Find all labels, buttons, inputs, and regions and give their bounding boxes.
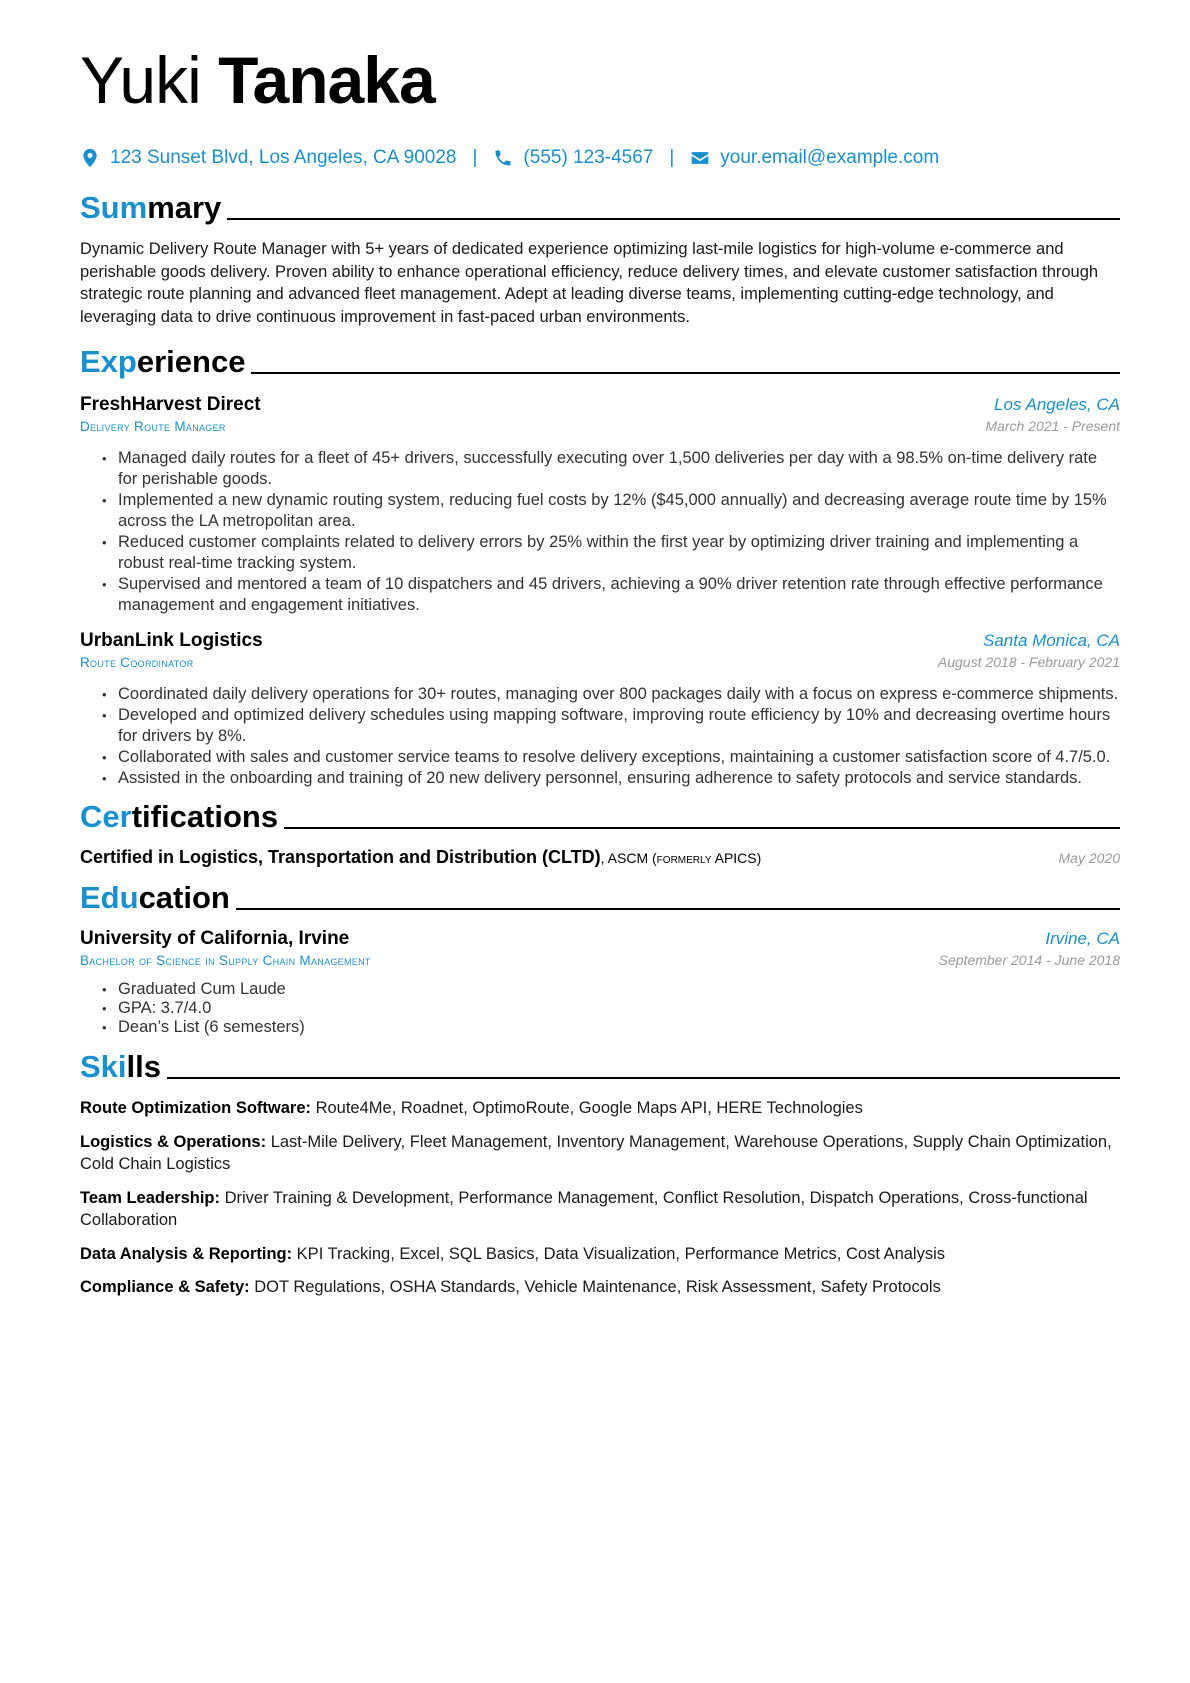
email-text: your.email@example.com [720,147,940,168]
contact-separator: | [669,147,675,168]
certifications-heading [80,795,1120,835]
company-name: FreshHarvest Direct [80,394,261,415]
skill-value: Last-Mile Delivery, Fleet Management, Inventory Management, Warehouse Operations, Supply Chain Optimization, Cold Chain Logistics [80,1132,1112,1173]
degree: Bachelor of Science in Supply Chain Management [80,953,371,968]
address-item [80,147,456,169]
certification-issuer: , ASCM (formerly APICS) [600,850,762,866]
skills-heading [80,1045,1120,1085]
skill-row [80,1131,1120,1176]
skills-heading-highlight: Ski [80,1049,127,1084]
skill-label: Route Optimization Software: [80,1099,311,1117]
summary-heading-rest: mary [147,190,222,225]
skill-label: Data Analysis & Reporting: [80,1244,293,1263]
school-name: University of California, Irvine [80,928,350,949]
job-location: Los Angeles, CA [994,395,1120,414]
experience-heading-rest: erience [136,344,246,379]
bullet-item: • Graduated Cum Laude [118,980,1120,999]
first-name: Yuki [80,43,201,117]
job-entry [80,630,1120,789]
experience-heading-highlight: Exp [80,344,137,379]
contact-separator: | [472,147,478,168]
section-rule [284,827,1120,829]
job-title: Route Coordinator [80,655,194,670]
education-entry [80,928,1120,1037]
skills-list [80,1097,1120,1299]
resume-page [80,40,1120,1310]
summary-heading-highlight: Sum [80,190,148,225]
bullet-item: • Developed and optimized delivery schedules using mapping software, improving route efficiency by 10% and decreasing overtime hours for drivers by 8%. [118,705,1120,747]
job-bullets [80,684,1120,789]
summary-text: Dynamic Delivery Route Manager with 5+ years of dedicated experience optimizing last-mile logistics for high-volume e-commerce and perishable goods delivery. Proven ability to enhance operational efficiency, reduce delivery times, and elevate customer satisfaction through strategic route planning and advanced fleet management. Adept at leading diverse teams, implementing cutting-edge technology, and leveraging data to drive continuous improvement in fast-paced urban environments. [80,240,1099,326]
bullet-item: • GPA: 3.7/4.0 [118,999,1120,1018]
school-location: Irvine, CA [1045,929,1120,948]
last-name: Tanaka [218,43,435,117]
education-heading-rest: cation [138,880,230,915]
skill-row [80,1187,1120,1232]
bullet-item: • Coordinated daily delivery operations for 30+ routes, managing over 800 packages daily with a focus on express e-commerce shipments. [118,684,1120,705]
skill-row [80,1097,1120,1120]
email-item[interactable] [690,147,939,169]
bullet-item: • Assisted in the onboarding and training of 20 new delivery personnel, ensuring adherence to safety protocols and service standards. [118,768,1120,789]
skill-label: Logistics & Operations: [80,1132,267,1151]
phone-item[interactable] [493,147,653,169]
certification-date: May 2020 [1058,850,1120,866]
job-location: Santa Monica, CA [982,631,1120,650]
envelope-icon [690,148,710,168]
section-rule [251,372,1120,374]
map-marker-icon [80,148,100,168]
education-heading-highlight: Edu [80,880,139,915]
section-rule [167,1077,1120,1079]
job-entry [80,394,1120,616]
candidate-name [80,40,1120,120]
skill-value: Driver Training & Development, Performance Management, Conflict Resolution, Dispatch Operations, Cross-functional Collaboration [80,1188,1088,1229]
address-text: 123 Sunset Blvd, Los Angeles, CA 90028 [110,147,457,168]
summary-heading [80,186,1120,226]
education-bullets [80,980,1120,1037]
certification-name: Certified in Logistics, Transportation and Distribution (CLTD) [80,847,601,867]
certification-item [80,847,1120,868]
skill-value: KPI Tracking, Excel, SQL Basics, Data Visualization, Performance Metrics, Cost Analysis [292,1244,946,1263]
job-dates: August 2018 - February 2021 [937,654,1120,670]
skill-label: Compliance & Safety: [80,1278,250,1296]
section-rule [236,908,1120,910]
certifications-heading-highlight: Cer [80,799,132,834]
certifications-heading-rest: tifications [131,799,279,834]
skill-value: DOT Regulations, OSHA Standards, Vehicle Maintenance, Risk Assessment, Safety Protocols [249,1278,941,1296]
education-dates: September 2014 - June 2018 [938,952,1120,968]
bullet-item: • Dean’s List (6 semesters) [118,1018,1120,1037]
job-title: Delivery Route Manager [80,419,226,434]
bullet-item: • Reduced customer complaints related to delivery errors by 25% within the first year by optimizing driver training and implementing a robust real-time tracking system. [118,532,1120,574]
section-rule [227,218,1120,220]
bullet-item: • Supervised and mentored a team of 10 dispatchers and 45 drivers, achieving a 90% driver retention rate through effective performance management and engagement initiatives. [118,574,1120,616]
skill-row [80,1276,1120,1299]
education-heading [80,876,1120,916]
bullet-item: • Implemented a new dynamic routing system, reducing fuel costs by 12% ($45,000 annually) and decreasing average route time by 15% across the LA metropolitan area. [118,490,1120,532]
contact-line [80,144,1120,172]
phone-text: (555) 123-4567 [523,147,654,168]
phone-icon [493,148,513,168]
company-name: UrbanLink Logistics [80,630,263,651]
skill-row [80,1243,1120,1266]
bullet-item: • Collaborated with sales and customer service teams to resolve delivery exceptions, maintaining a customer satisfaction score of 4.7/5.0. [118,747,1120,768]
job-dates: March 2021 - Present [985,418,1120,434]
skills-heading-rest: lls [126,1049,161,1084]
job-bullets [80,448,1120,616]
experience-heading [80,340,1120,380]
bullet-item: • Managed daily routes for a fleet of 45+ drivers, successfully executing over 1,500 deliveries per day with a 98.5% on-time delivery rate for perishable goods. [118,448,1120,490]
skill-label: Team Leadership: [80,1188,220,1207]
skill-value: Route4Me, Roadnet, OptimoRoute, Google Maps API, HERE Technologies [311,1099,863,1117]
